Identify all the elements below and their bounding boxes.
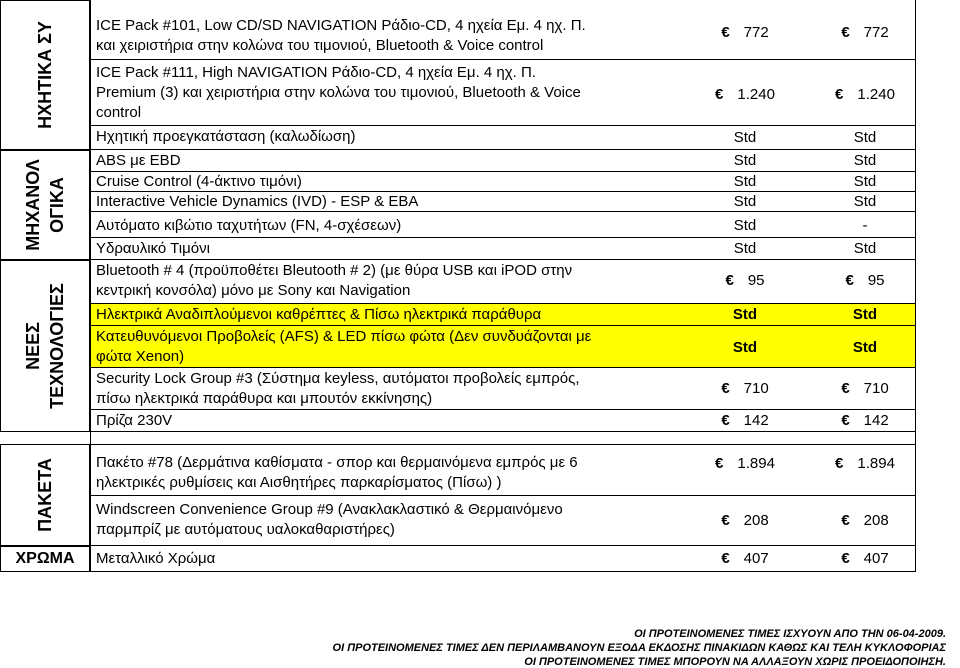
row-line: Premium (3) και χειριστήρια στην κολώνα του τιμονιού, Bluetooth & Voice [96,84,581,101]
price-value: 710 [743,380,769,397]
table-row [90,444,916,496]
section-mechanical-line1: ΜΗΧΑΝΟΛ [23,159,43,251]
price-col1 [690,24,800,41]
row-description: ABS με EBD [96,152,181,169]
section-technology-line2: ΤΕΧΝΟΛΟΓΙΕΣ [47,283,67,409]
row-line: παρμπρίζ με αυτόματους υαλοκαθαριστήρες) [96,521,395,538]
price-value: 407 [743,550,769,567]
row-line: και χειριστήρια στην κολώνα του τιμονιού, Bluetooth & Voice control [96,37,544,54]
footer-note: ΟΙ ΠΡΟΤΕΙΝΟΜΕΝΕΣ ΤΙΜΕΣ ΙΣΧΥΟΥΝ ΑΠΟ ΤΗΝ 06-04-2009. [634,628,946,640]
row-description [96,16,586,56]
price-col1: Std [732,306,758,323]
price-value: 208 [863,512,889,529]
table-row [90,496,916,546]
price-col1 [690,412,800,429]
euro-icon: € [835,455,844,472]
price-col1 [690,512,800,529]
section-packages [0,444,90,546]
table-row [90,212,916,238]
row-description [96,63,581,123]
price-value: 95 [747,272,765,289]
row-description: Interactive Vehicle Dynamics (IVD) - ESP & EBA [96,193,419,210]
table-row-highlighted [90,304,916,326]
row-description: Αυτόματο κιβώτιο ταχυτήτων (FN, 4-σχέσεων) [96,217,402,234]
price-value: 772 [743,24,769,41]
euro-icon: € [721,412,730,429]
section-mechanical-label [21,159,69,251]
table-row [90,172,916,192]
row-description [96,327,591,367]
section-technology-label [21,283,69,409]
euro-icon: € [715,86,724,103]
table-row [90,126,916,150]
price-col2 [810,412,920,429]
section-technology [0,260,90,432]
price-value: 142 [863,412,889,429]
section-color [0,546,90,572]
euro-icon: € [715,455,724,472]
price-value: 710 [863,380,889,397]
section-audio-label: ΗΧΗΤΙΚΑ ΣΥ [35,21,55,129]
price-value: 1.894 [737,455,775,472]
footer-note: ΟΙ ΠΡΟΤΕΙΝΟΜΕΝΕΣ ΤΙΜΕΣ ΔΕΝ ΠΕΡΙΛΑΜΒΑΝΟΥΝ ΕΞΟΔΑ ΕΚΔΟΣΗΣ ΠΙΝΑΚΙΔΩΝ ΚΑΘΩΣ ΚΑΙ ΤΕΛΗ ΚΥΚΛΟΦΟΡΙΑΣ [332,642,946,654]
euro-icon: € [725,272,734,289]
euro-icon: € [845,272,854,289]
euro-icon: € [841,380,850,397]
price-col1: Std [733,217,757,234]
table-row-highlighted [90,326,916,368]
row-line: ηλεκτρικές ρυθμίσεις και Αισθητήρες παρκαρίσματος (Πίσω) ) [96,474,502,491]
price-col1 [690,550,800,567]
price-col1: Std [733,240,757,257]
row-line: φώτα Xenon) [96,348,185,365]
section-mechanical-line2: ΟΓΙΚΑ [47,177,67,233]
price-col2 [810,380,920,397]
price-col2 [810,24,920,41]
row-line: ICE Pack #101, Low CD/SD NAVIGATION Ράδιο-CD, 4 ηχεία Εμ. 4 ηχ. Π. [96,17,586,34]
row-line: Windscreen Convenience Group #9 (Ανακλακλαστικό & Θερμαινόμενο [96,501,563,518]
table-row [90,238,916,260]
row-description [96,453,578,493]
row-description: Ηλεκτρικά Αναδιπλούμενοι καθρέπτες & Πίσω ηλεκτρικά παράθυρα [96,306,542,323]
price-value: 772 [863,24,889,41]
row-description [96,369,580,409]
row-description [96,261,572,301]
euro-icon: € [721,550,730,567]
table-row [90,192,916,212]
section-audio [0,0,90,150]
price-col2: Std [853,193,877,210]
euro-icon: € [841,512,850,529]
price-col2 [810,272,920,289]
table-row [90,546,916,572]
euro-icon: € [835,86,844,103]
price-col2: Std [853,129,877,146]
row-line: ICE Pack #111, High NAVIGATION Ράδιο-CD, 4 ηχεία Εμ. 4 ηχ. Π. [96,64,536,81]
row-line: control [96,104,142,121]
euro-icon: € [721,380,730,397]
price-col1 [690,455,800,472]
price-col1: Std [733,173,757,190]
table-row [90,8,916,60]
row-line: Κατευθυνόμενοι Προβολείς (AFS) & LED πίσω φώτα (Δεν συνδυάζονται με [96,328,592,345]
price-col1: Std [733,152,757,169]
table-border-left [90,0,91,572]
row-line: πίσω ηλεκτρικά παράθυρα και μπουτόν εκκίνησης) [96,390,433,407]
price-col2 [810,550,920,567]
row-line: Πακέτο #78 (Δερμάτινα καθίσματα - σπορ και θερμαινόμενα εμπρός με 6 [96,454,578,471]
table-row [90,260,916,304]
price-value: 1.240 [857,86,895,103]
row-description: Ηχητική προεγκατάσταση (καλωδίωση) [96,128,356,145]
footer-note: ΟΙ ΠΡΟΤΕΙΝΟΜΕΝΕΣ ΤΙΜΕΣ ΜΠΟΡΟΥΝ ΝΑ ΑΛΛΑΞΟΥΝ ΧΩΡΙΣ ΠΡΟΕΙΔΟΠΟΙΗΣΗ. [524,656,946,668]
price-col2 [810,512,920,529]
price-col1 [690,86,800,103]
price-value: 1.240 [737,86,775,103]
row-line: Bluetooth # 4 (προϋποθέτει Bleutooth # 2) (με θύρα USB και iPOD στην [96,262,573,279]
price-col2: Std [853,173,877,190]
price-col2: Std [852,339,878,356]
table-row [90,60,916,126]
price-col1: Std [733,129,757,146]
section-technology-line1: ΝΕΕΣ [23,322,43,370]
table-border-right [915,0,916,572]
euro-icon: € [841,550,850,567]
row-description: Μεταλλικό Χρώμα [96,550,216,567]
price-col2: Std [852,306,878,323]
section-color-label: ΧΡΩΜΑ [15,550,75,567]
price-col2: Std [853,240,877,257]
row-line: Security Lock Group #3 (Σύστημα keyless, αυτόματοι προβολείς εμπρός, [96,370,580,387]
section-mechanical [0,150,90,260]
price-col1 [690,380,800,397]
price-col2: Std [853,152,877,169]
price-value: 1.894 [857,455,895,472]
table-row [90,368,916,410]
price-col2 [810,86,920,103]
price-value: 208 [743,512,769,529]
row-description: Cruise Control (4-άκτινο τιμόνι) [96,173,302,190]
euro-icon: € [841,412,850,429]
row-description [96,500,563,540]
price-col1: Std [733,193,757,210]
row-description: Πρίζα 230V [96,412,173,429]
price-col1 [690,272,800,289]
euro-icon: € [721,512,730,529]
price-col2 [810,455,920,472]
table-row [90,150,916,172]
price-col1: Std [732,339,758,356]
price-value: 407 [863,550,889,567]
row-line: κεντρική κονσόλα) μόνο με Sony και Navigation [96,282,411,299]
section-packages-label: ΠΑΚΕΤΑ [35,458,55,532]
price-value: 95 [867,272,885,289]
row-description: Υδραυλικό Τιμόνι [96,240,210,257]
price-value: 142 [743,412,769,429]
table-row [90,410,916,432]
euro-icon: € [721,24,730,41]
euro-icon: € [841,24,850,41]
price-col2: - [862,217,868,234]
